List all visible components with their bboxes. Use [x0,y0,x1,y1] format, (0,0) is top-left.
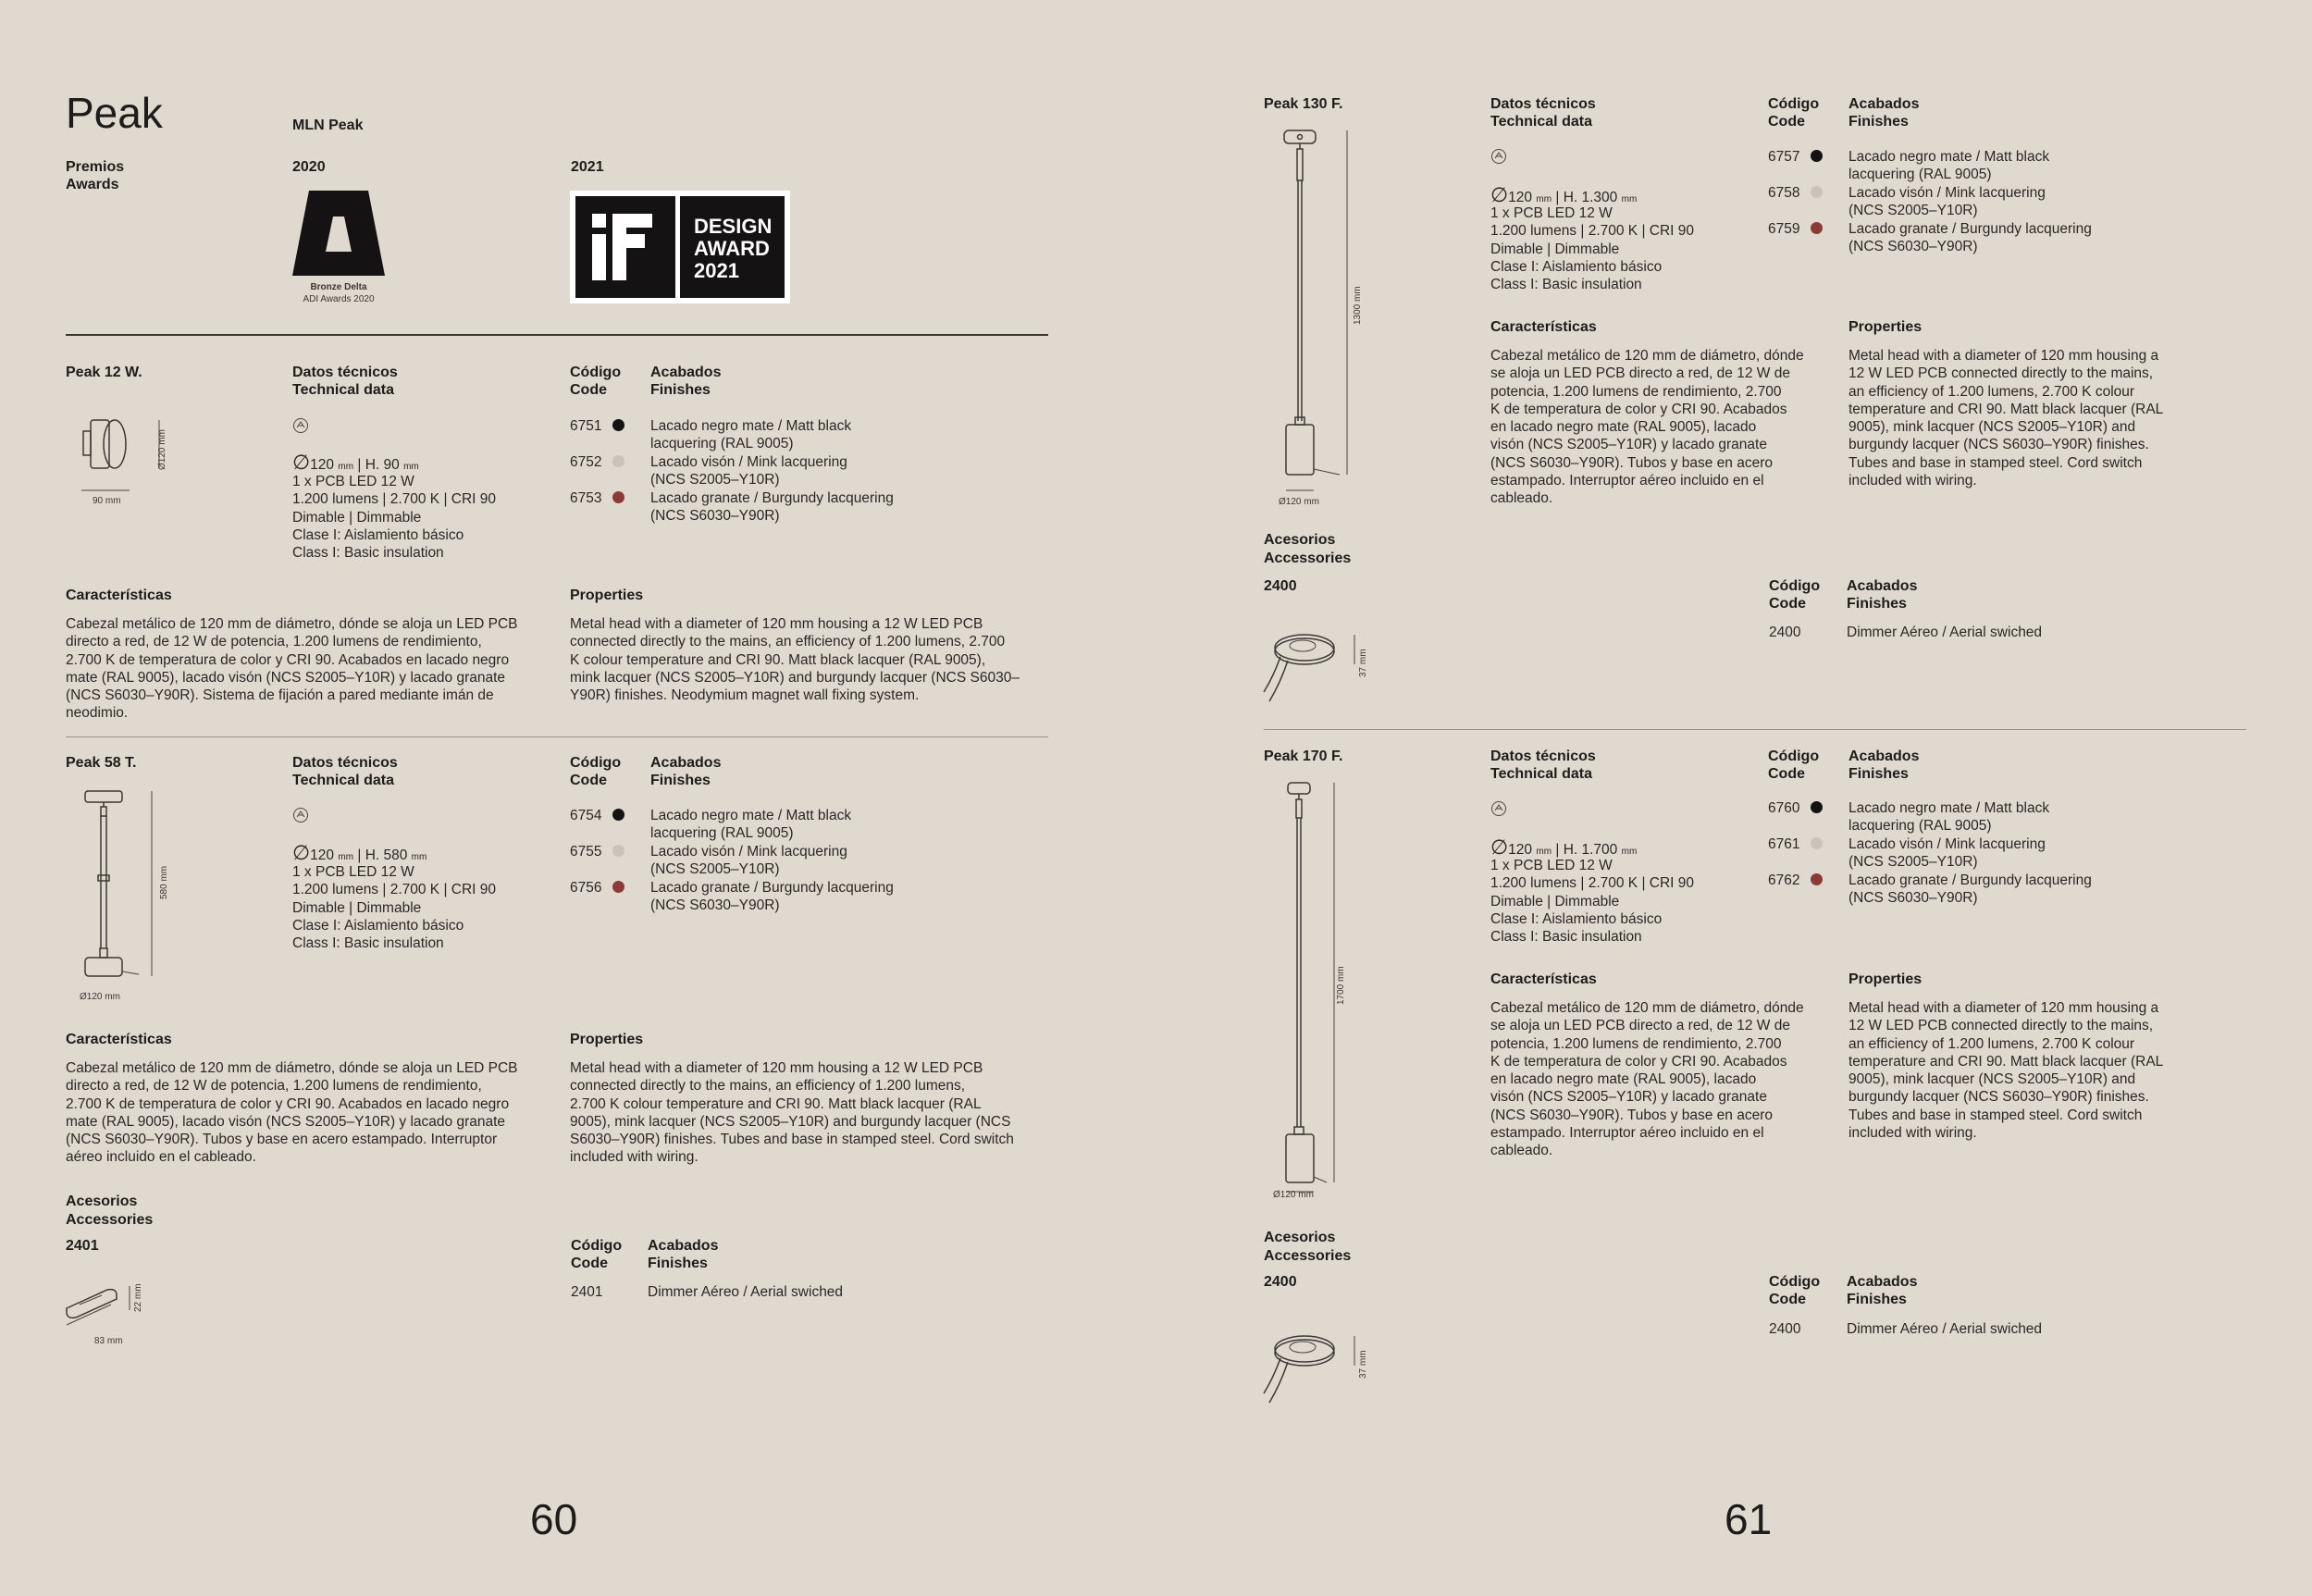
finish-matt-black: Lacado negro mate / Matt black lacquering (RAL 9005) [1848,149,2050,183]
dim-height: 1700 mm [1336,966,1346,1005]
codigo-header: Código Code [1768,749,1820,782]
properties-text: Metal head with a diameter of 120 mm housing a 12 W LED PCB connected directly to the mains, an efficiency of 1.200 lumens, 2.700 K colour temperature and CRI 90. Matt black lacquer (RAL 9005), mink lacquer (NCS S2005–Y10R) and burgundy lacquer (NCS S6030–Y90R) finishes. Tubes and base in stamped steel. Cord switch included with wiring. [1848,348,2164,489]
diameter-height-line: ∅120 mm | H. 1.300 mm [1490,183,1638,206]
divider-product [1264,729,2246,730]
product-name: Peak 170 F. [1264,749,1343,764]
model-name: MLN Peak [292,118,364,133]
dimmable-icon [1490,148,1507,165]
swatch-matt-black [612,809,624,821]
finish-matt-black: Lacado negro mate / Matt black lacquering (RAL 9005) [1848,800,2050,835]
accessories-heading: Acesorios Accessories [66,1194,154,1228]
dimmable-icon [292,807,309,823]
tech-specs: 1 x PCB LED 12 W 1.200 lumens | 2.700 K | CRI 90 Dimable | Dimmable Clase I: Aislamiento básico Class I: Basic insulation [1490,858,1695,946]
if-mark-icon [592,214,657,280]
datos-header: Datos técnicos Technical data [1490,749,1596,782]
datos-header: Datos técnicos Technical data [1490,96,1596,130]
code-6758: 6758 [1768,185,1800,201]
finish-matt-black: Lacado negro mate / Matt black lacquering (RAL 9005) [650,808,852,842]
dim-height: 22 mm [133,1283,143,1312]
swatch-burgundy [612,881,624,893]
codigo-header: Código Code [570,365,622,398]
swatch-mink [612,455,624,467]
swatch-burgundy [1811,222,1823,234]
product-name: Peak 12 W. [66,365,142,380]
tech-specs: 1 x PCB LED 12 W 1.200 lumens | 2.700 K | CRI 90 Dimable | Dimmable Clase I: Aislamiento básico Class I: Basic insulation [1490,205,1695,293]
caracteristicas-heading: Características [66,588,172,603]
finish-burgundy: Lacado granate / Burgundy lacquering (NCS S6030–Y90R) [650,880,894,914]
swatch-matt-black [1811,801,1823,813]
swatch-matt-black [612,419,624,431]
if-text-1: DESIGN [694,215,773,238]
datos-header: Datos técnicos Technical data [292,755,398,788]
accessory-code-label: 2400 [1264,1274,1297,1290]
acabados-header: Acabados Finishes [1847,1274,1918,1307]
dim-height: 1300 mm [1353,286,1363,325]
accessory-description: Dimmer Aéreo / Aerial swiched [648,1284,844,1300]
dim-height: 37 mm [1358,1350,1368,1379]
code-6751: 6751 [570,418,602,434]
swatch-burgundy [1811,873,1823,885]
caracteristicas-heading: Características [1490,319,1597,335]
diameter-icon: ∅ [292,841,311,864]
finish-mink: Lacado visón / Mink lacquering (NCS S2005–Y10R) [650,454,847,489]
code-6759: 6759 [1768,221,1800,237]
dimmable-icon [1490,800,1507,817]
finish-mink: Lacado visón / Mink lacquering (NCS S2005–Y10R) [1848,185,2046,219]
code-6762: 6762 [1768,872,1800,888]
table-lamp-drawing [74,786,176,1008]
codigo-header: Código Code [571,1238,623,1271]
dim-diameter: Ø120 mm [1273,1190,1314,1200]
page-number: 60 [530,1495,578,1543]
if-design-award-logo [570,191,790,303]
properties-text: Metal head with a diameter of 120 mm housing a 12 W LED PCB connected directly to the mains, an efficiency of 1.200 lumens, 2.700 K colour temperature and CRI 90. Matt black lacquer (RAL 9005), mink lacquer (NCS S2005–Y10R) and burgundy lacquer (NCS S6030–Y90R) finishes. Tubes and base in stamped steel. Cord switch included with wiring. [1848,1000,2164,1142]
accessory-code: 2400 [1769,625,1801,640]
dim-diameter: Ø120 mm [80,992,120,1002]
finish-matt-black: Lacado negro mate / Matt black lacquering (RAL 9005) [650,418,852,452]
if-text-3: 2021 [694,259,739,282]
adi-delta-logo [292,191,385,309]
swatch-mink [1811,186,1823,198]
award-year-2021: 2021 [571,159,604,175]
dimmer-drawing [63,1277,155,1351]
caracteristicas-text: Cabezal metálico de 120 mm de diámetro, dónde se aloja un LED PCB directo a red, de 12 W de potencia, 1.200 lumens de rendimiento, 2.700 K de temperatura de color y CRI 90. Acabados en lacado negro mate (RAL 9005), lacado visón (NCS S2005–Y10R) y lacado granate (NCS S6030–Y90R). Tubos y base en acero estampado. Interruptor aéreo incluido en el cableado. [1490,348,1804,507]
acabados-header: Acabados Finishes [1848,749,1920,782]
adi-caption-line1: Bronze Delta [310,282,367,292]
code-6756: 6756 [570,880,602,896]
properties-heading: Properties [1848,319,1923,335]
accessory-description: Dimmer Aéreo / Aerial swiched [1847,625,2043,640]
dim-height: 580 mm [159,865,169,899]
dimmer-drawing [1262,1327,1373,1419]
awards-label: Premios Awards [66,159,125,192]
acabados-header: Acabados Finishes [648,1238,719,1271]
accessory-description: Dimmer Aéreo / Aerial swiched [1847,1321,2043,1337]
award-year-2020: 2020 [292,159,326,175]
dim-width: 83 mm [94,1336,123,1346]
finish-mink: Lacado visón / Mink lacquering (NCS S2005–Y10R) [650,844,847,878]
diameter-icon: ∅ [1490,835,1509,859]
page-title: Peak [66,89,163,137]
code-6752: 6752 [570,454,602,470]
accessories-heading: Acesorios Accessories [1264,1230,1352,1264]
codigo-header: Código Code [570,755,622,788]
if-text-2: AWARD [694,237,770,260]
floor-lamp-drawing [1273,125,1375,513]
dim-diameter: Ø120 mm [157,429,167,470]
acabados-header: Acabados Finishes [650,365,722,398]
acabados-header: Acabados Finishes [1847,578,1918,612]
delta-mark-icon [292,191,385,278]
adi-caption-line2: ADI Awards 2020 [303,294,375,304]
finish-burgundy: Lacado granate / Burgundy lacquering (NCS S6030–Y90R) [1848,872,2092,907]
tech-specs: 1 x PCB LED 12 W 1.200 lumens | 2.700 K | CRI 90 Dimable | Dimmable Clase I: Aislamiento básico Class I: Basic insulation [292,474,497,562]
page-number: 61 [1725,1495,1773,1543]
diameter-height-line: ∅120 mm | H. 1.700 mm [1490,835,1638,859]
codigo-header: Código Code [1769,578,1821,612]
tech-specs: 1 x PCB LED 12 W 1.200 lumens | 2.700 K | CRI 90 Dimable | Dimmable Clase I: Aislamiento básico Class I: Basic insulation [292,864,497,952]
code-6754: 6754 [570,808,602,823]
finish-burgundy: Lacado granate / Burgundy lacquering (NCS S6030–Y90R) [1848,221,2092,255]
accessory-code-label: 2401 [66,1238,99,1254]
diameter-height-line: ∅120 mm | H. 90 mm [292,451,419,474]
finish-mink: Lacado visón / Mink lacquering (NCS S2005–Y10R) [1848,836,2046,871]
dim-height: 37 mm [1358,649,1368,677]
acabados-header: Acabados Finishes [650,755,722,788]
caracteristicas-text: Cabezal metálico de 120 mm de diámetro, dónde se aloja un LED PCB directo a red, de 12 W de potencia, 1.200 lumens de rendimiento, 2.700 K de temperatura de color y CRI 90. Acabados en lacado negro mate (RAL 9005), lacado visón (NCS S2005–Y10R) y lacado granate (NCS S6030–Y90R). Tubos y base en acero estampado. Interruptor aéreo incluido en el cableado. [1490,1000,1804,1159]
accessory-code: 2401 [571,1284,603,1300]
code-6757: 6757 [1768,149,1800,165]
dim-diameter: Ø120 mm [1279,497,1319,507]
dimmer-drawing [1262,625,1373,718]
wall-light-drawing [74,407,176,509]
product-name: Peak 130 F. [1264,96,1343,112]
diameter-height-line: ∅120 mm | H. 580 mm [292,841,427,864]
codigo-header: Código Code [1769,1274,1821,1307]
accessory-code-label: 2400 [1264,578,1297,594]
caracteristicas-heading: Características [66,1032,172,1047]
diameter-icon: ∅ [1490,183,1509,206]
code-6753: 6753 [570,490,602,506]
swatch-matt-black [1811,150,1823,162]
acabados-header: Acabados Finishes [1848,96,1920,130]
product-name: Peak 58 T. [66,755,137,771]
swatch-mink [612,845,624,857]
code-6761: 6761 [1768,836,1800,852]
floor-lamp-drawing [1273,777,1375,1212]
properties-heading: Properties [570,1032,644,1047]
caracteristicas-heading: Características [1490,971,1597,987]
caracteristicas-text: Cabezal metálico de 120 mm de diámetro, dónde se aloja un LED PCB directo a red, de 12 W de potencia, 1.200 lumens de rendimiento, 2.700 K de temperatura de color y CRI 90. Acabados en lacado negro mate (RAL 9005), lacado visón (NCS S2005–Y10R) y lacado granate (NCS S6030–Y90R). Sistema de fijación a pared mediante imán de neodimio. [66,616,518,722]
properties-text: Metal head with a diameter of 120 mm housing a 12 W LED PCB connected directly to the mains, an efficiency of 1.200 lumens, 2.700 K colour temperature and CRI 90. Matt black lacquer (RAL 9005), mink lacquer (NCS S2005–Y10R) and burgundy lacquer (NCS S6030–Y90R) finishes. Tubes and base in stamped steel. Cord switch included with wiring. [570,1060,1014,1166]
swatch-burgundy [612,491,624,503]
swatch-mink [1811,837,1823,849]
finish-burgundy: Lacado granate / Burgundy lacquering (NCS S6030–Y90R) [650,490,894,525]
properties-heading: Properties [570,588,644,603]
datos-header: Datos técnicos Technical data [292,365,398,398]
dim-width: 90 mm [93,496,121,506]
accessories-heading: Acesorios Accessories [1264,532,1352,566]
properties-text: Metal head with a diameter of 120 mm housing a 12 W LED PCB connected directly to the mains, an efficiency of 1.200 lumens, 2.700 K colour temperature and CRI 90. Matt black lacquer (RAL 9005), mink lacquer (NCS S2005–Y10R) and burgundy lacquer (NCS S6030– Y90R) finishes. Neodymium magnet wall fixing system. [570,616,1020,704]
code-6755: 6755 [570,844,602,860]
diameter-icon: ∅ [292,451,311,474]
properties-heading: Properties [1848,971,1923,987]
caracteristicas-text: Cabezal metálico de 120 mm de diámetro, dónde se aloja un LED PCB directo a red, de 12 W de potencia, 1.200 lumens de rendimiento, 2.700 K de temperatura de color y CRI 90. Acabados en lacado negro mate (RAL 9005), lacado visón (NCS S2005–Y10R) y lacado granate (NCS S6030–Y90R). Tubos y base en acero estampado. Interruptor aéreo incluido en el cableado. [66,1060,518,1166]
divider-product [66,736,1048,737]
dimmable-icon [292,417,309,434]
accessory-code: 2400 [1769,1321,1801,1337]
code-6760: 6760 [1768,800,1800,816]
codigo-header: Código Code [1768,96,1820,130]
divider-awards [66,334,1048,336]
